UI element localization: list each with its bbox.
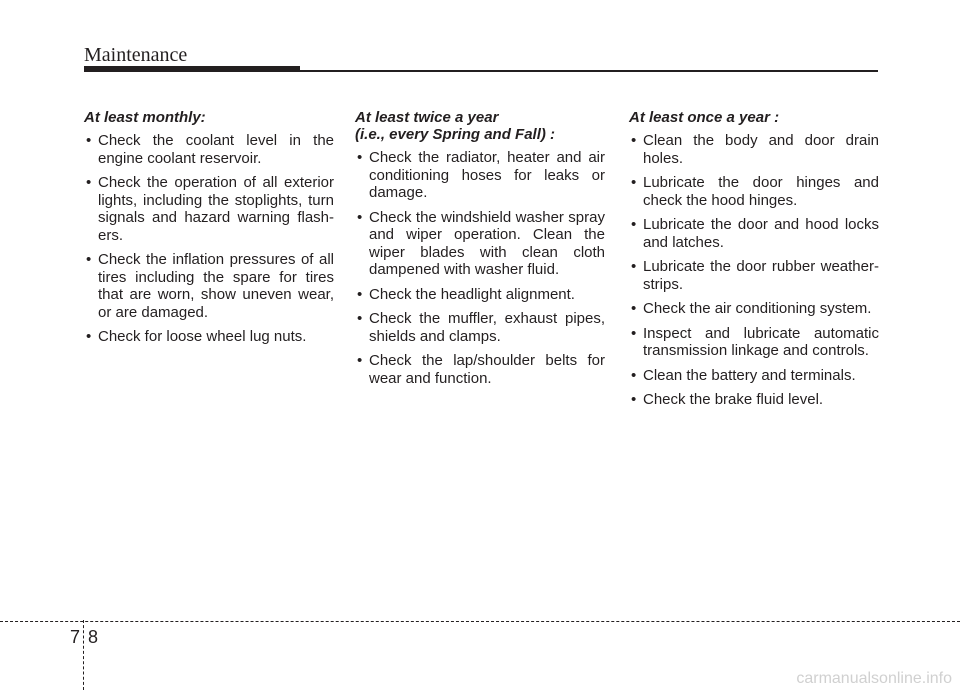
list-item: • Clean the battery and terminals. — [631, 366, 856, 384]
bullet-icon: • — [357, 352, 363, 369]
list-item: • Check the lap/shoulder belts for wear and function. — [357, 352, 605, 387]
bullet-icon: • — [631, 366, 637, 384]
bullet-icon: • — [86, 174, 92, 191]
bullet-icon: • — [631, 132, 637, 149]
column-monthly — [84, 109, 334, 353]
bullet-icon: • — [357, 149, 363, 166]
watermark: carmanualsonline.info — [796, 670, 952, 687]
section-title: Maintenance — [84, 44, 188, 66]
list-item: • Lubricate the door hinges and check the hood hinges. — [631, 174, 879, 209]
page-number: 8 — [88, 627, 99, 647]
list-item: • Check the inflation pressures of all tires including the spare for tires that are worn, show uneven wear, or are damaged. — [86, 251, 334, 321]
bullet-icon: • — [86, 132, 92, 149]
list-item: • Check the muffler, exhaust pipes, shields and clamps. — [357, 310, 605, 345]
header-rule-thick — [84, 66, 300, 72]
heading-once-a-year: At least once a year : — [629, 109, 780, 126]
heading-twice-a-year — [355, 109, 605, 143]
list-item: • Clean the body and door drain holes. — [631, 132, 879, 167]
list-item: • Check the radiator, heater and air conditioning hoses for leaks or damage. — [357, 149, 605, 201]
heading-line-1: At least twice a year — [355, 109, 499, 126]
heading-monthly: At least monthly: — [84, 109, 206, 126]
bullet-icon: • — [631, 391, 637, 408]
bullet-icon: • — [86, 251, 92, 268]
bullet-icon: • — [357, 310, 363, 327]
list-item: • Check the air conditioning system. — [631, 300, 872, 317]
list-item: • Lubricate the door and hood locks and latches. — [631, 216, 879, 251]
list-item: • Check the windshield washer spray and wiper operation. Clean the wiper blades with clean cloth dampened with washer fluid. — [357, 208, 605, 278]
bullet-icon: • — [357, 285, 363, 303]
list-item: • Check the headlight alignment. — [357, 285, 575, 303]
bullet-icon: • — [631, 258, 637, 275]
footer-page-divider — [83, 620, 85, 690]
column-twice-a-year — [355, 109, 605, 394]
list-twice-a-year — [355, 149, 605, 387]
list-item: • Check the brake fluid level. — [631, 391, 824, 408]
column-once-a-year — [629, 109, 879, 416]
bullet-icon: • — [631, 174, 637, 191]
footer-divider — [0, 621, 960, 622]
heading-line-2: (i.e., every Spring and Fall) : — [355, 126, 556, 143]
list-item: • Lubricate the door rubber weather-strips. — [631, 258, 879, 293]
list-item: • Check the coolant level in the engine coolant reservoir. — [86, 132, 334, 167]
bullet-icon: • — [631, 300, 637, 317]
list-item: • Inspect and lubricate automatic transmission linkage and controls. — [631, 324, 879, 359]
list-monthly — [84, 132, 334, 346]
list-once-a-year — [629, 132, 879, 409]
bullet-icon: • — [631, 216, 637, 233]
bullet-icon: • — [86, 328, 92, 345]
bullet-icon: • — [357, 208, 363, 226]
bullet-icon: • — [631, 324, 637, 342]
list-item: • Check the operation of all exterior lights, including the stoplights, turn signals and hazard warning flash-ers. — [86, 174, 334, 244]
header-rule-thin — [300, 70, 878, 72]
list-item: • Check for loose wheel lug nuts. — [86, 328, 307, 345]
chapter-number: 7 — [70, 627, 81, 647]
